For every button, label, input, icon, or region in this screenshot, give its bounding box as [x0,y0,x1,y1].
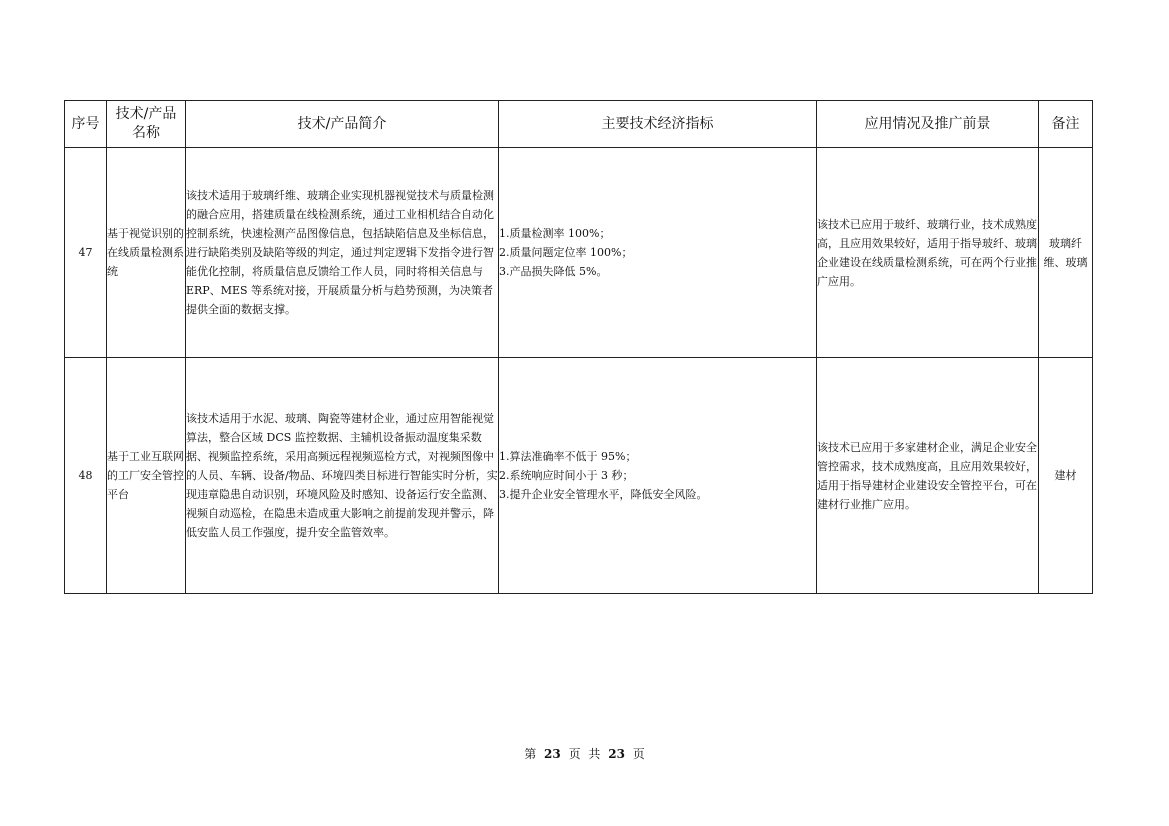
cell-indicators [499,148,817,358]
page-footer [0,745,1169,762]
cell-remarks: 建材 [1039,358,1093,594]
indicator-item: 1.算法准确率不低于 95%； [499,450,637,463]
header-name [107,101,186,148]
footer-suffix: 页 [632,747,645,761]
table-row [65,148,1093,358]
header-name-line2: 名称 [132,125,160,141]
header-remarks: 备注 [1039,101,1093,148]
footer-total-pages: 23 [608,747,625,761]
header-intro: 技术/产品简介 [186,101,499,148]
header-name-line1: 技术/产品 [115,106,177,122]
footer-prefix: 第 [524,747,537,761]
header-application: 应用情况及推广前景 [817,101,1039,148]
technology-table [64,100,1093,594]
header-row [65,101,1093,148]
cell-indicators [499,358,817,594]
cell-name: 基于视觉识别的在线质量检测系统 [107,148,186,358]
cell-seq: 48 [65,358,107,594]
header-indicators: 主要技术经济指标 [499,101,817,148]
cell-remarks: 玻璃纤维、玻璃 [1039,148,1093,358]
indicator-item: 2.系统响应时间小于 3 秒； [499,469,634,482]
cell-intro: 该技术适用于玻璃纤维、玻璃企业实现机器视觉技术与质量检测的融合应用，搭建质量在线检测系统，通过工业相机结合自动化控制系统，快速检测产品图像信息，包括缺陷信息及坐标信息，进行缺陷类别及缺陷等级的判定，通过判定逻辑下发指令进行智能优化控制，将质量信息反馈给工作人员，同时将相关信息与 ERP、MES 等系统对接，开展质量分析与趋势预测，为决策者提供全面的数据支撑。 [186,148,499,358]
indicator-item: 1.质量检测率 100%； [499,227,611,240]
cell-application: 该技术已应用于玻纤、玻璃行业，技术成熟度高，且应用效果较好，适用于指导玻纤、玻璃企业建设在线质量检测系统，可在两个行业推广应用。 [817,148,1039,358]
cell-name: 基于工业互联网的工厂安全管控平台 [107,358,186,594]
cell-application: 该技术已应用于多家建材企业，满足企业安全管控需求，技术成熟度高，且应用效果较好，适用于指导建材企业建设安全管控平台，可在建材行业推广应用。 [817,358,1039,594]
indicator-item: 2.质量问题定位率 100%； [499,246,633,259]
cell-intro: 该技术适用于水泥、玻璃、陶瓷等建材企业，通过应用智能视觉算法，整合区域 DCS 监控数据、主辅机设备振动温度集采数据、视频监控系统，采用高频远程视频巡检方式，对视频图像中的人员、车辆、设备/物品、环境四类目标进行智能实时分析，实现违章隐患自动识别，环境风险及时感知、设备运行安全监测、视频自动巡检，在隐患未造成重大影响之前提前发现并警示，降低安监人员工作强度，提升安全监管效率。 [186,358,499,594]
indicator-item: 3.提升企业安全管理水平，降低安全风险。 [499,488,708,501]
table-row [65,358,1093,594]
footer-page-number: 23 [544,747,561,761]
indicator-item: 3.产品损失降低 5%。 [499,265,608,278]
cell-seq: 47 [65,148,107,358]
header-seq: 序号 [65,101,107,148]
footer-middle: 页 共 [568,747,601,761]
